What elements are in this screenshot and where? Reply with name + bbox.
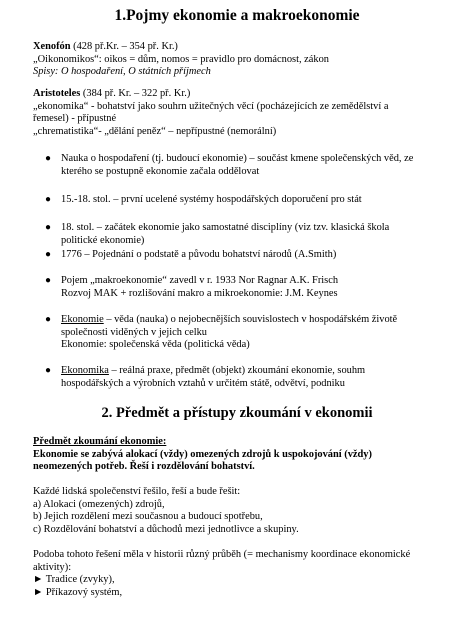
- bullet-item: ● 15.-18. stol. – první ucelené systémy hospodářských doporučení pro stát: [45, 194, 362, 205]
- bullet-list: [45, 365, 465, 390]
- section2-list: [33, 486, 463, 536]
- xenofon-line1: „Oikonomikos“: oikos = dům, nomos = pravidlo pro domácnost, zákon: [33, 53, 329, 65]
- bullet-item: ● Ekonomie – věda (nauka) o nejobecnějších souvislostech v hospodářském životě společnosti viděných v jejich celku Ekonomie: společenská věda (politická věda): [45, 314, 398, 351]
- section2-paragraph: Každé lidská společenství řešilo, řeší a bude řešit:: [33, 486, 241, 497]
- aristoteles-line3: „chrematistika“- „dělání peněz“ – nepřípustné (nemorální): [33, 125, 277, 137]
- bullet-dot-icon: ●: [45, 153, 52, 164]
- bullet-item: ● Ekonomika – reálná praxe, předmět (objekt) zkoumání ekonomie, souhm hospodářských a výrobních vztahů v určitém státě, odvětví, podniku: [45, 365, 366, 389]
- aristoteles-line1: „ekonomika“ - bohatství jako souhrn užitečných věcí (pocházejících ze zemědělství a: [33, 100, 389, 112]
- section2-item-c: c) Rozdělování bohatství a důchodů mezi jednotlivce a skupiny.: [33, 523, 299, 535]
- bullet-dot-icon: ●: [45, 275, 52, 286]
- bullet-item: ● 18. stol. – začátek ekonomie jako samostatné disciplíny (viz tzv. klasická škola politické ekonomie): [45, 222, 390, 246]
- xenofon-name: Xenofón: [33, 41, 71, 52]
- section2-mechanisms: [33, 549, 463, 599]
- bullet-list: [45, 194, 465, 207]
- bullet-dot-icon: ●: [45, 222, 52, 233]
- term-ekonomika: Ekonomika: [61, 365, 109, 376]
- section2-intro: [33, 436, 463, 474]
- bullet-dot-icon: ●: [45, 365, 52, 376]
- aristoteles-line2: řemesel) - přípustné: [33, 113, 117, 125]
- page-title: 1.Pojmy ekonomie a makroekonomie: [114, 7, 360, 24]
- bullet-list: [45, 222, 465, 247]
- mechanisms-line1: Podoba tohoto řešení měla v historii různý průběh (= mechanismy koordinace ekonomické: [33, 549, 411, 560]
- section2-heading: Předmět zkoumání ekonomie:: [33, 436, 167, 447]
- section2-item-b: b) Jejich rozdělení mezi současnou a budoucí spotřebu,: [33, 511, 263, 523]
- bullet-list: [45, 275, 465, 300]
- bullet-dot-icon: ●: [45, 249, 52, 260]
- mechanism-prikazovy: ► Příkazový systém,: [33, 586, 123, 598]
- aristoteles-section: [33, 88, 463, 138]
- bullet-list: [45, 153, 465, 178]
- bullet-item: ● 1776 – Pojednání o podstatě a původu bohatství národů (A.Smith): [45, 249, 337, 260]
- bullet-item: ● Nauka o hospodaření (tj. budoucí ekonomie) – součást kmene společenských věd, ze kterého se postupně ekonomie začala oddělovat: [45, 153, 414, 177]
- xenofon-section: [33, 41, 463, 79]
- aristoteles-dates: (384 př. Kr. – 322 př. Kr.): [80, 88, 191, 99]
- bullet-dot-icon: ●: [45, 194, 52, 205]
- section2-bold-line2: neomezených potřeb. Řeší i rozdělování bohatství.: [33, 461, 255, 473]
- section2-item-a: a) Alokaci (omezených) zdrojů,: [33, 498, 165, 510]
- term-ekonomie: Ekonomie: [61, 314, 104, 325]
- mechanisms-line2: aktivity):: [33, 561, 72, 573]
- bullet-dot-icon: ●: [45, 314, 52, 325]
- xenofon-dates: (428 př.Kr. – 354 př. Kr.): [70, 41, 178, 52]
- mechanism-tradice: ► Tradice (zvyky),: [33, 574, 115, 586]
- bullet-list: [45, 249, 465, 262]
- bullet-list: [45, 314, 465, 352]
- bullet-item: ● Pojem „makroekonomie“ zavedl v r. 1933 Nor Ragnar A.K. Frisch Rozvoj MAK + rozlišování makro a mikroekonomie: J.M. Keynes: [45, 275, 339, 299]
- xenofon-line2: Spisy: O hospodaření, O státních příjmech: [33, 66, 211, 78]
- section2-bold-line1: Ekonomie se zabývá alokací (vždy) omezených zdrojů k uspokojování (vždy): [33, 448, 372, 460]
- aristoteles-name: Aristoteles: [33, 88, 81, 99]
- section-title: 2. Předmět a přístupy zkoumání v ekonomii: [101, 405, 373, 421]
